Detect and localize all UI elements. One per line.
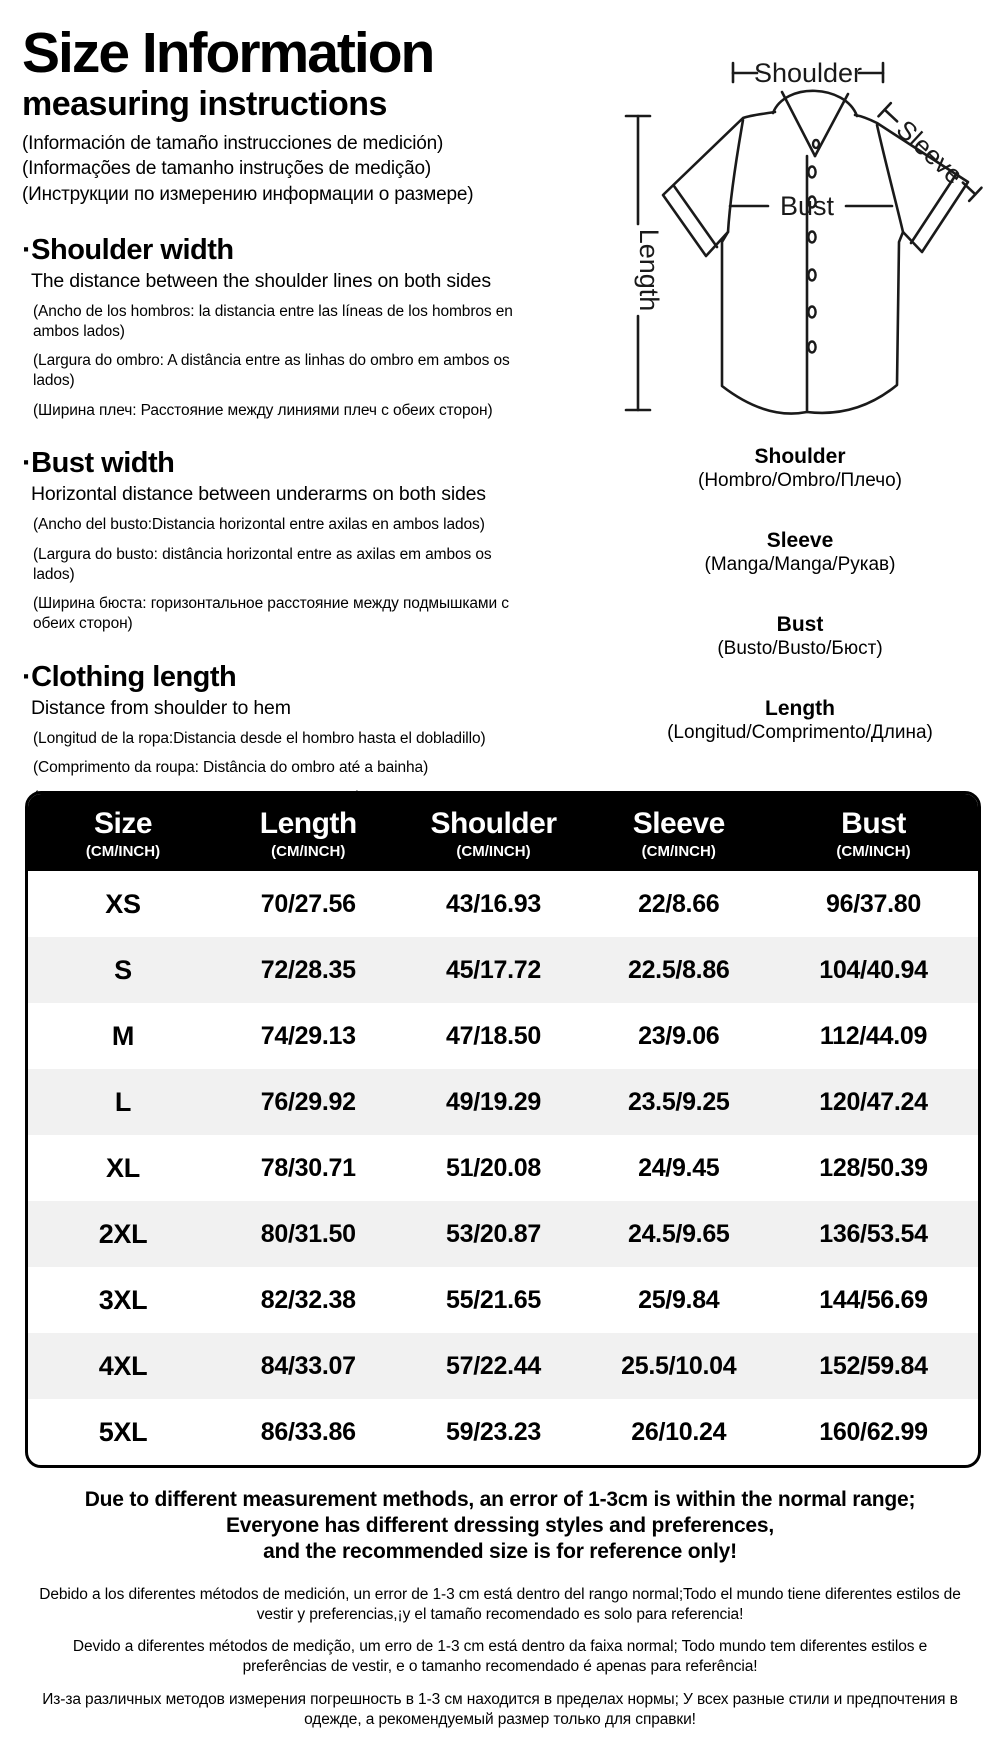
size-cell: 2XL — [98, 1218, 148, 1249]
measuring-instructions-panel — [22, 21, 530, 818]
sleeve-cell: 24/9.45 — [638, 1153, 720, 1182]
legend-item-bust — [570, 612, 1000, 661]
section-translation-ru: (Ширина бюста: горизонтальное расстояние между подмышками с обеих сторон) — [33, 595, 509, 632]
bust-cell: 144/56.69 — [819, 1285, 928, 1314]
size-cell: S — [114, 954, 132, 985]
length-cell: 72/28.35 — [260, 955, 356, 984]
shirt-diagram-icon — [570, 30, 1000, 430]
section-title: ·Shoulder width — [22, 233, 234, 266]
title-translations — [22, 131, 530, 207]
cuff-line-left — [674, 186, 717, 247]
legend-term: Sleeve — [766, 528, 834, 552]
shoulder-cell: 57/22.44 — [446, 1351, 541, 1380]
section-translation-pt: (Largura do ombro: A distância entre as linhas do ombro em ambos os lados) — [33, 352, 510, 389]
section-clothing-length — [22, 661, 530, 808]
fit-notice-line: and the recommended size is for reference only! — [263, 1539, 737, 1563]
fit-notice-ru: Из-за различных методов измерения погрешность в 1-3 см находится в пределах нормы; У всех разные стили и предпочтения в одежде, а рекомендуемый размер только для справки! — [42, 1690, 958, 1728]
shoulder-diagram-label: Shoulder — [753, 58, 863, 88]
fit-notice-translations — [0, 1585, 1000, 1742]
bust-cell: 120/47.24 — [819, 1087, 928, 1116]
sleeve-cell: 23.5/9.25 — [627, 1087, 730, 1116]
legend-translation: (Busto/Busto/Бюст) — [717, 638, 883, 660]
section-shoulder-width — [22, 234, 530, 420]
section-translations — [22, 515, 530, 633]
section-description: Distance from shoulder to hem — [31, 696, 291, 719]
column-header-shoulder: Shoulder (CM/INCH) — [430, 807, 557, 860]
size-cell: XL — [106, 1152, 140, 1183]
legend-term: Length — [765, 696, 835, 720]
title-translation-pt: (Informações de tamanho instruções de medição) — [22, 158, 432, 180]
legend-translation: (Manga/Manga/Рукав) — [704, 554, 896, 576]
section-description: Horizontal distance between underarms on both sides — [31, 483, 486, 506]
legend-term: Shoulder — [754, 445, 846, 468]
sleeve-cell: 22.5/8.86 — [627, 955, 730, 984]
table-row-4xl — [28, 1333, 978, 1399]
size-table-header — [28, 794, 978, 871]
bust-cell: 136/53.54 — [819, 1219, 928, 1248]
length-diagram-label: Length — [634, 228, 664, 312]
legend-item-length — [570, 696, 1000, 745]
sleeve-cell: 25/9.84 — [638, 1285, 720, 1314]
section-translation-ru: (Ширина плеч: Расстояние между линиями плеч с обеих сторон) — [33, 401, 493, 419]
sleeve-diagram-label: Sleeve — [890, 113, 970, 191]
bust-cell: 112/44.09 — [819, 1021, 928, 1050]
section-translation-es: (Longitud de la ropa:Distancia desde el hombro hasta el dobladillo) — [33, 729, 486, 747]
size-table — [28, 794, 978, 1465]
column-header-bust: Bust (CM/INCH) — [836, 807, 911, 860]
fit-notice-line: Due to different measurement methods, an error of 1-3cm is within the normal range; — [84, 1488, 916, 1511]
size-table-container — [25, 791, 981, 1468]
size-cell: 5XL — [98, 1416, 148, 1447]
sleeve-cell: 22/8.66 — [638, 889, 720, 918]
shoulder-cell: 59/23.23 — [446, 1417, 541, 1446]
length-cell: 76/29.92 — [260, 1087, 356, 1116]
length-cell: 86/33.86 — [260, 1417, 356, 1446]
sleeve-cell: 23/9.06 — [638, 1021, 720, 1050]
size-cell: XS — [105, 888, 141, 919]
table-row-l — [28, 1069, 978, 1135]
table-row-3xl — [28, 1267, 978, 1333]
shoulder-cell: 53/20.87 — [446, 1219, 541, 1248]
size-cell: L — [114, 1086, 132, 1117]
shoulder-cell: 45/17.72 — [446, 955, 541, 984]
section-description: The distance between the shoulder lines on both sides — [31, 269, 491, 292]
table-row-m — [28, 1003, 978, 1069]
shirt-measurement-diagram — [570, 30, 1000, 780]
length-cell: 84/33.07 — [260, 1351, 356, 1380]
diagram-legend — [570, 444, 1000, 745]
shoulder-cell: 51/20.08 — [446, 1153, 541, 1182]
fit-notice-es: Debido a los diferentes métodos de medición, un error de 1-3 cm está dentro del rango normal;Todo el mundo tiene diferentes estilos de vestir y preferencias,¡y el tamaño recomendado es solo para referencia! — [39, 1586, 961, 1624]
legend-item-shoulder — [570, 444, 1000, 493]
size-cell: 4XL — [98, 1350, 148, 1381]
shoulder-cell: 43/16.93 — [446, 889, 541, 918]
legend-translation: (Longitud/Comprimento/Длина) — [667, 722, 933, 743]
column-header-length: Length (CM/INCH) — [259, 807, 357, 860]
fit-notice — [0, 1487, 1000, 1564]
table-row-xs — [28, 871, 978, 937]
fit-notice-line: Everyone has different dressing styles and preferences, — [225, 1513, 775, 1537]
sleeve-cell: 24.5/9.65 — [627, 1219, 730, 1248]
section-translation-pt: (Largura do busto: distância horizontal entre as axilas em ambos os lados) — [33, 545, 492, 583]
column-header-size: Size (CM/INCH) — [85, 807, 161, 860]
size-table-body — [28, 871, 978, 1465]
size-cell: 3XL — [98, 1284, 148, 1315]
bust-cell: 104/40.94 — [819, 955, 928, 984]
length-cell: 82/32.38 — [260, 1285, 356, 1314]
sleeve-cell: 26/10.24 — [631, 1417, 727, 1446]
section-bust-width — [22, 447, 530, 633]
length-cell: 80/31.50 — [260, 1219, 356, 1248]
section-translation-pt: (Comprimento da roupa: Distância do ombro até a bainha) — [33, 759, 429, 777]
bust-cell: 152/59.84 — [819, 1351, 928, 1380]
length-cell: 74/29.13 — [260, 1021, 356, 1050]
sleeve-cell: 25.5/10.04 — [621, 1351, 737, 1380]
shirt-buttons — [808, 140, 819, 353]
section-translation-es: (Ancho de los hombros: la distancia entre las líneas de los hombros en ambos lados) — [33, 302, 513, 340]
legend-translation: (Hombro/Ombro/Плечо) — [698, 470, 902, 492]
length-cell: 70/27.56 — [260, 889, 356, 918]
shoulder-cell: 55/21.65 — [446, 1285, 541, 1314]
legend-item-sleeve — [570, 528, 1000, 577]
shoulder-cell: 49/19.29 — [446, 1087, 541, 1116]
bust-cell: 160/62.99 — [819, 1417, 928, 1446]
table-row-5xl — [28, 1399, 978, 1465]
shoulder-cell: 47/18.50 — [446, 1021, 541, 1050]
length-cell: 78/30.71 — [260, 1153, 356, 1182]
bust-cell: 128/50.39 — [819, 1153, 928, 1182]
size-cell: M — [111, 1020, 135, 1051]
column-header-sleeve: Sleeve (CM/INCH) — [632, 807, 725, 860]
title-translation-es: (Información de tamaño instrucciones de medición) — [22, 133, 444, 155]
section-title: ·Bust width — [22, 447, 175, 480]
table-row-s — [28, 937, 978, 1003]
section-translation-es: (Ancho del busto:Distancia horizontal entre axilas en ambos lados) — [33, 516, 485, 534]
section-translations — [22, 302, 530, 420]
title-translation-ru: (Инструкции по измерению информации о размере) — [22, 183, 474, 205]
page-title: Size Information — [22, 21, 434, 85]
bust-cell: 96/37.80 — [826, 889, 921, 918]
fit-notice-pt: Devido a diferentes métodos de medição, um erro de 1-3 cm está dentro da faixa normal; Todo mundo tem diferentes estilos e preferências de vestir, e o tamanho recomendado é apenas para referência! — [72, 1638, 928, 1676]
page-subtitle: measuring instructions — [22, 85, 387, 124]
legend-term: Bust — [776, 612, 824, 636]
section-title: ·Clothing length — [22, 660, 237, 693]
table-row-2xl — [28, 1201, 978, 1267]
table-row-xl — [28, 1135, 978, 1201]
armhole-seam-left — [728, 120, 743, 232]
bust-diagram-label: Bust — [779, 191, 835, 221]
